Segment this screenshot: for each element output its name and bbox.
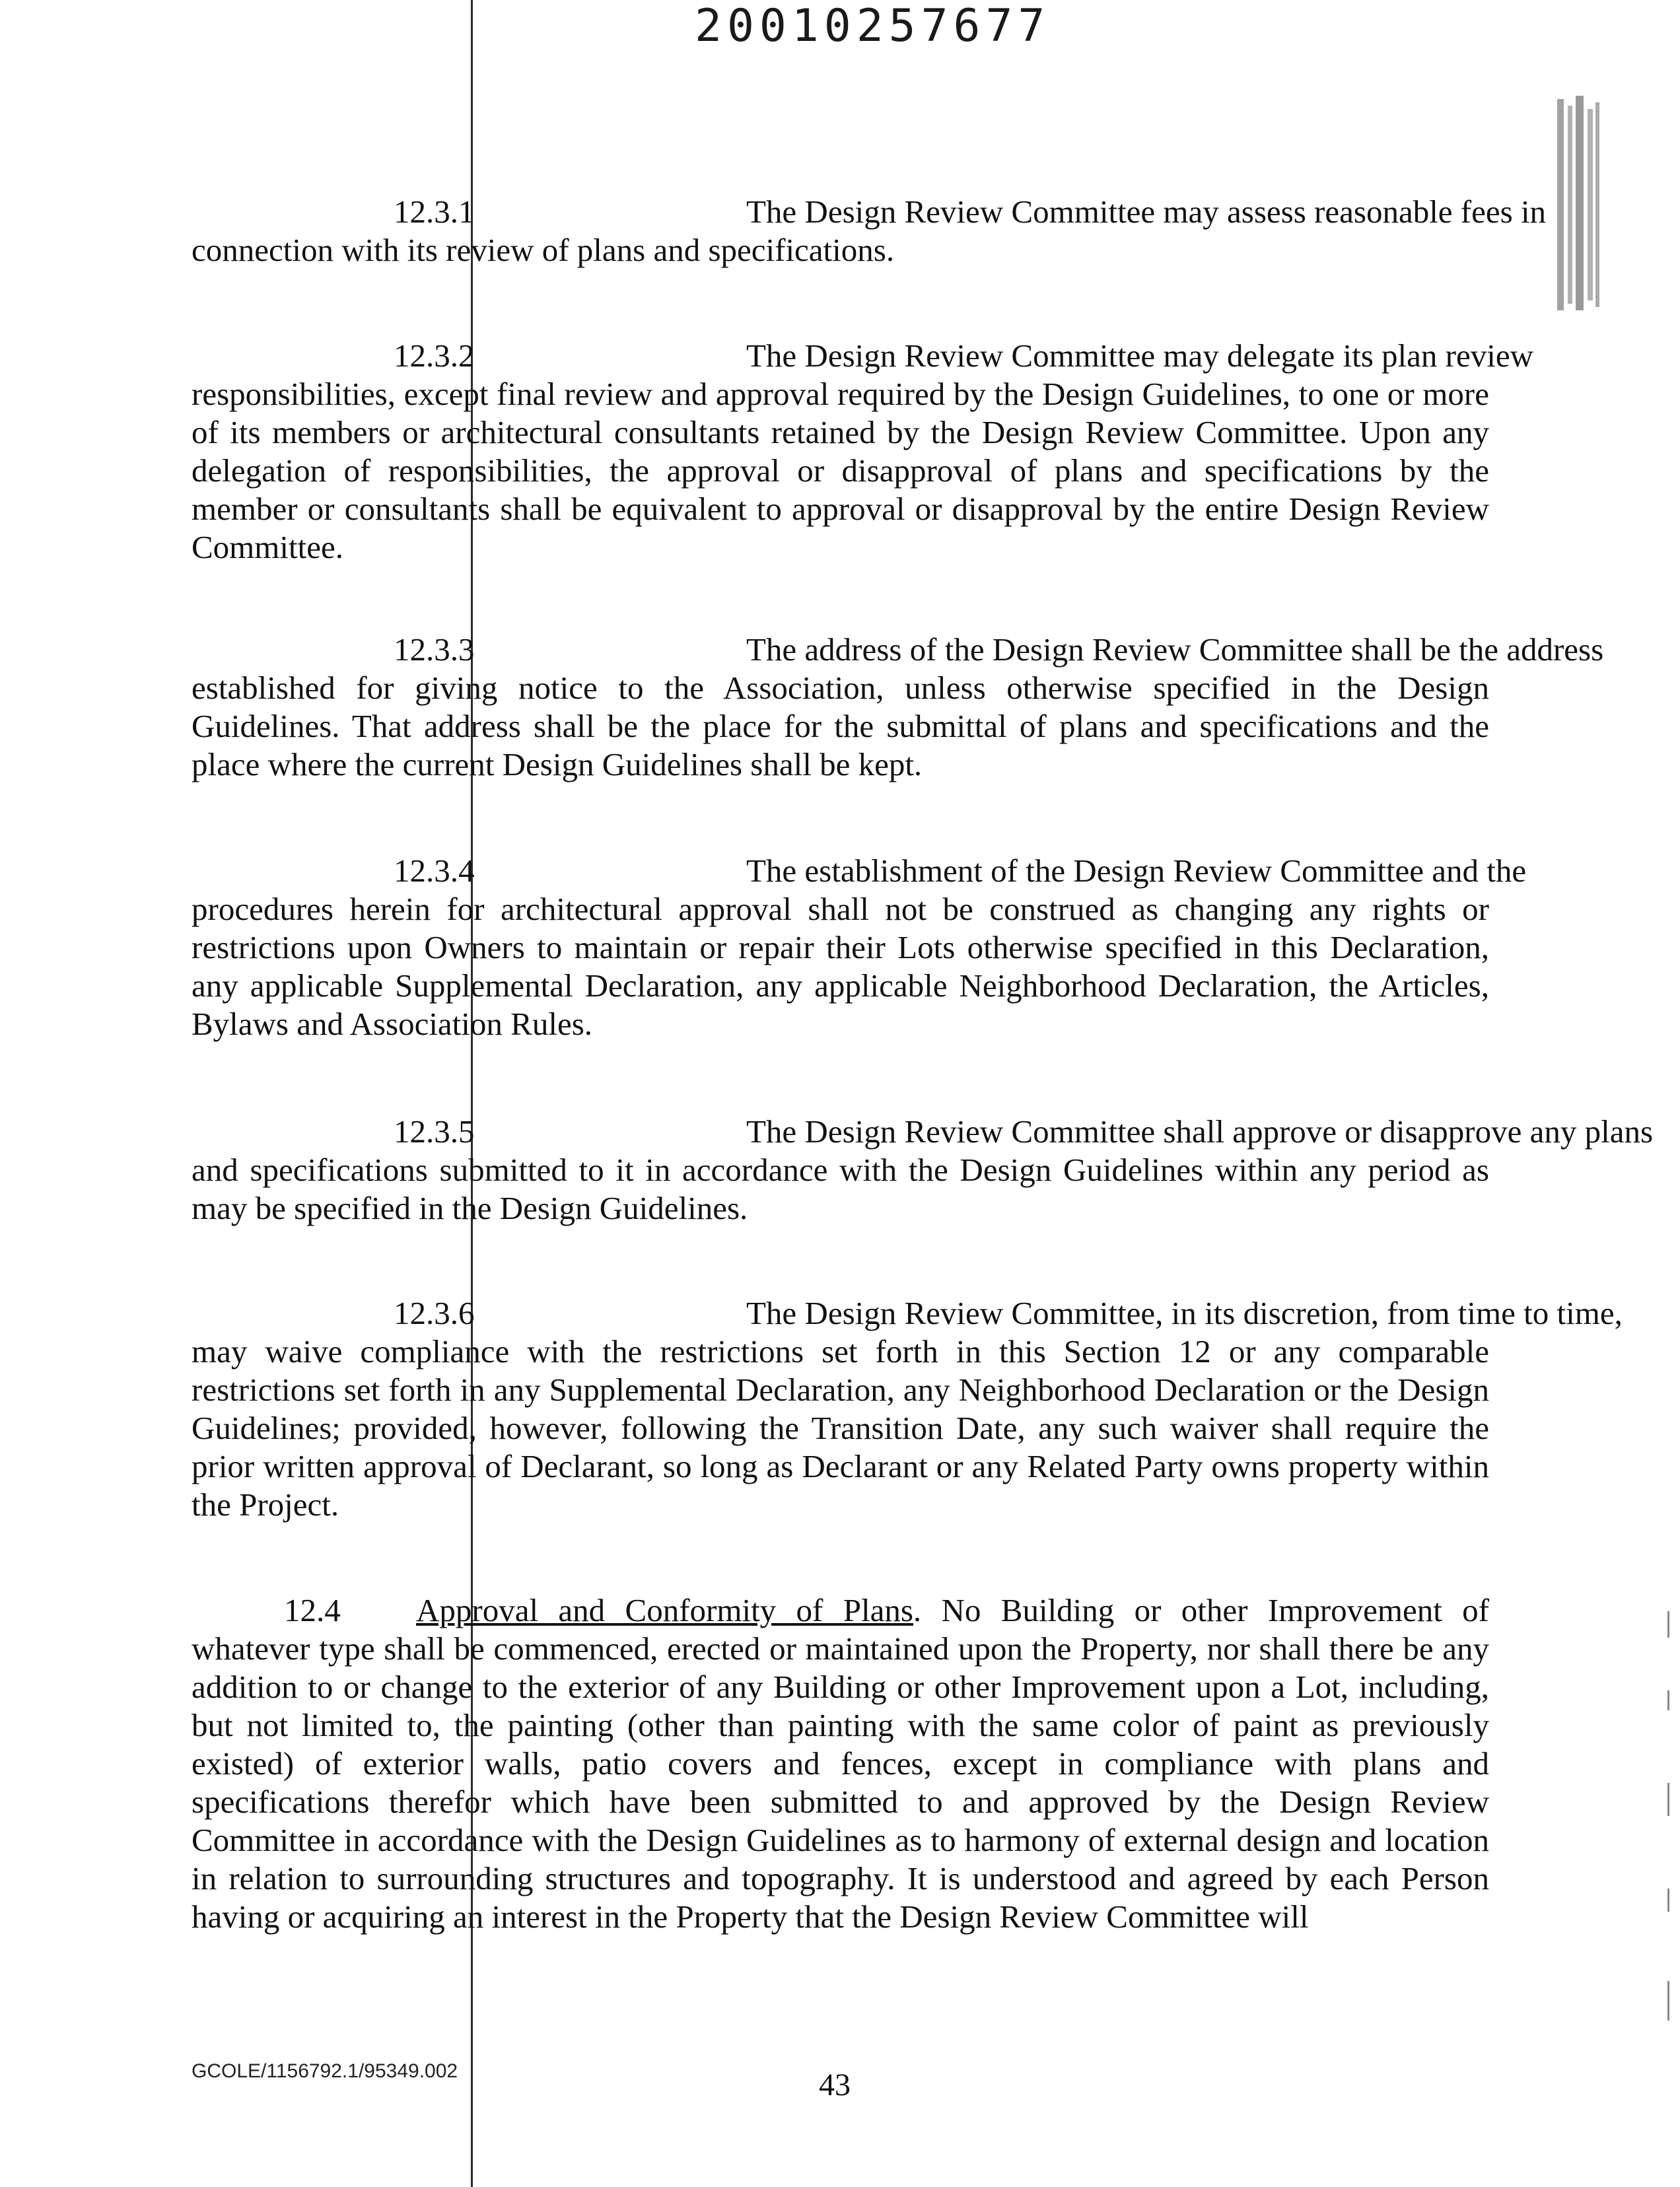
paragraph-number: 12.3.2 (394, 337, 475, 374)
paragraph-first-line: The Design Review Committee shall approve or disapprove any plans (746, 1113, 1654, 1150)
paragraph-body: and specifications submitted to it in accordance with the Design Guidelines within any period as may be specified in the Design Guidelines. (192, 1152, 1489, 1226)
paragraph-number: 12.3.3 (394, 631, 475, 668)
section-12-4 (192, 1591, 1489, 1936)
paragraph-first-line: The address of the Design Review Committee shall be the address (746, 631, 1604, 668)
paragraph-12-3-6 (192, 1294, 1623, 1524)
paragraph-first-line: The Design Review Committee may delegate its plan review (746, 337, 1533, 374)
section-first-line: . No Building or other Improvement of (913, 1592, 1489, 1628)
paragraph-number: 12.3.1 (394, 193, 475, 230)
side-stamp-icon (1552, 92, 1605, 317)
section-number: 12.4 (284, 1592, 341, 1628)
paragraph-12-3-5 (192, 1113, 1654, 1228)
paragraph-body: responsibilities, except final review and approval required by the Design Guidelines, to one or more of its members or architectural consultants retained by the Design Review Committee. Upon any delegation of responsibilities, the approval or disapproval of plans and specifications by the member or consultants shall be equivalent to approval or disapproval by the entire Design Review Committee. (192, 376, 1489, 565)
footer-document-reference: GCOLE/1156792.1/95349.002 (192, 2060, 458, 2082)
paragraph-body: may waive compliance with the restrictions set forth in this Section 12 or any comparable restrictions set forth in any Supplemental Declaration, any Neighborhood Declaration or the Design Guidelines; provided, however, following the Transition Date, any such waiver shall require the prior written approval of Declarant, so long as Declarant or any Related Party owns property within the Project. (192, 1333, 1489, 1523)
paragraph-number: 12.3.6 (394, 1295, 475, 1331)
section-body: whatever type shall be commenced, erected or maintained upon the Property, nor shall there be any addition to or change to the exterior of any Building or other Improvement upon a Lot, including, but not limited to, the painting (other than painting with the same color of paint as previously existed) of exterior walls, patio covers and fences, except in compliance with plans and specifications therefor which have been submitted to and approved by the Design Review Committee in accordance with the Design Guidelines as to harmony of external design and location in relation to surrounding structures and topography. It is understood and agreed by each Person having or acquiring an interest in the Property that the Design Review Committee will (192, 1630, 1489, 1935)
paragraph-12-3-1 (192, 193, 1547, 269)
paragraph-12-3-4 (192, 852, 1527, 1043)
paragraph-body: procedures herein for architectural approval shall not be construed as changing any rights or restrictions upon Owners to maintain or repair their Lots otherwise specified in this Declaration, any applicable Supplemental Declaration, any applicable Neighborhood Declaration, the Articles, Bylaws and Association Rules. (192, 891, 1489, 1042)
paragraph-12-3-3 (192, 631, 1604, 784)
paragraph-number: 12.3.5 (394, 1113, 475, 1150)
scan-edge-marks (1667, 1611, 1671, 2034)
paragraph-body: established for giving notice to the Association, unless otherwise specified in the Design Guidelines. That address shall be the place for the submittal of plans and specifications and the place where the current Design Guidelines shall be kept. (192, 670, 1489, 782)
paragraph-body: connection with its review of plans and specifications. (192, 232, 895, 268)
section-heading: Approval and Conformity of Plans (416, 1592, 913, 1628)
page-number: 43 (819, 2067, 851, 2102)
paragraph-first-line: The establishment of the Design Review Committee and the (746, 852, 1527, 889)
paragraph-first-line: The Design Review Committee may assess reasonable fees in (746, 193, 1547, 230)
paragraph-first-line: The Design Review Committee, in its discretion, from time to time, (746, 1295, 1623, 1331)
document-number: 20010257677 (695, 0, 1051, 52)
paragraph-number: 12.3.4 (394, 852, 475, 889)
paragraph-12-3-2 (192, 337, 1533, 567)
